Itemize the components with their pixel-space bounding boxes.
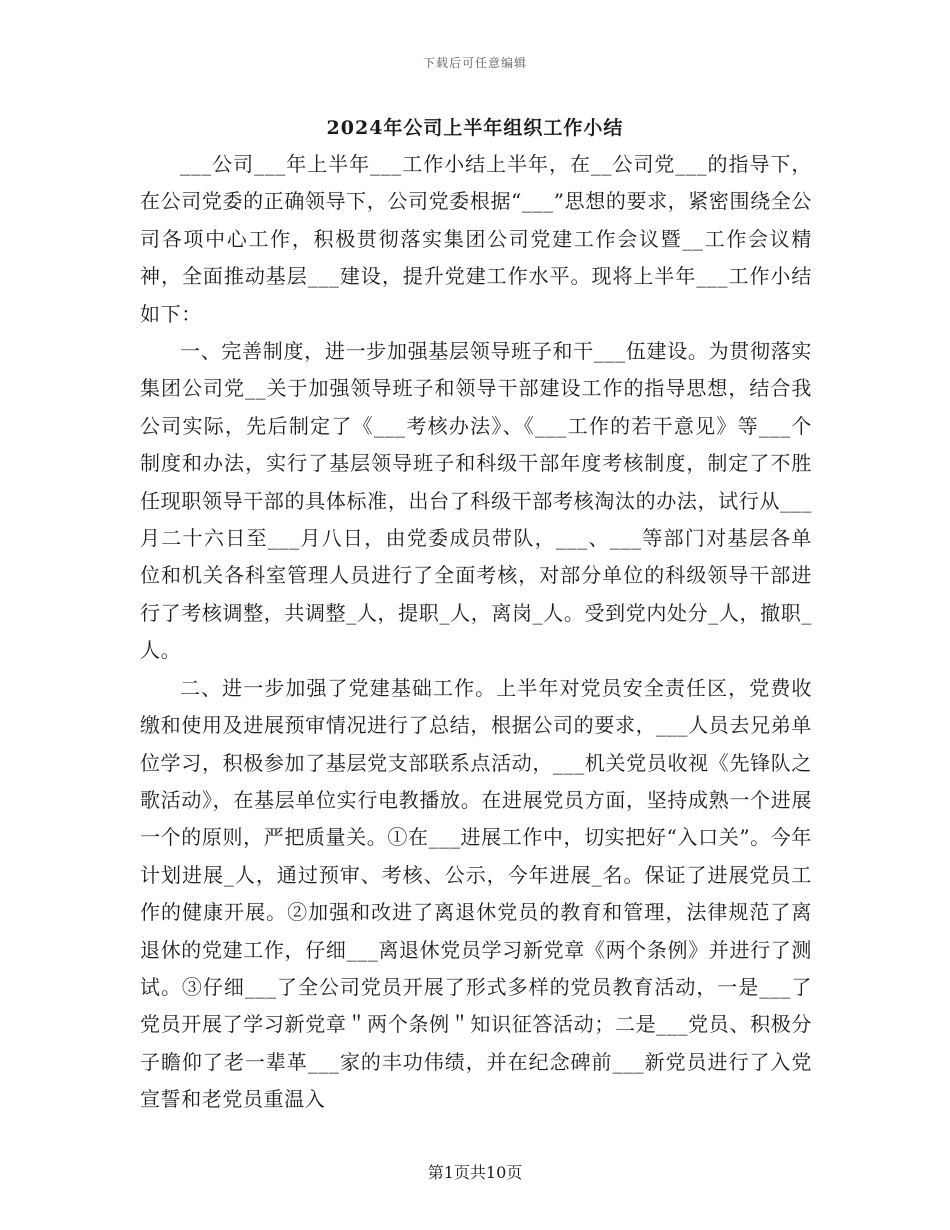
paragraph-section-2: 二、进一步加强了党建基础工作。上半年对党员安全责任区，党费收缴和使用及进展预审情况进行了总结，根据公司的要求，___人员去兄弟单位学习，积极参加了基层党支部联系点活动，___机关党员收视《先锋队之歌活动》，在基层单位实行电教播放。在进展党员方面，坚持成熟一个进展一个的原则，严把质量关。①在___进展工作中，切实把好“入口关”。今年计划进展_人，通过预审、考核、公示，今年进展_名。保证了进展党员工作的健康开展。②加强和改进了离退休党员的教育和管理，法律规范了离退休的党建工作，仔细___离退休党员学习新党章《两个条例》并进行了测试。③仔细___了全公司党员开展了形式多样的党员教育活动，一是___了党员开展了学习新党章＂两个条例＂知识征答活动；二是___党员、积极分子瞻仰了老一辈革___家的丰功伟绩，并在纪念碑前___新党员进行了入党宣誓和老党员重温入 [140,675,812,1112]
page-footer: 第1页共10页 [427,1163,523,1182]
paragraph-intro: ___公司___年上半年___工作小结上半年，在__公司党___的指导下，在公司党委的正确领导下，公司党委根据“___”思想的要求，紧密围绕全公司各项中心工作，积极贯彻落实集团公司党建工作会议暨__工作会议精神，全面推动基层___建设，提升党建工作水平。现将上半年___工作小结如下： [140,152,812,326]
paragraph-section-1: 一、完善制度，进一步加强基层领导班子和干___伍建设。为贯彻落实集团公司党__关于加强领导班子和领导干部建设工作的指导思想，结合我公司实际，先后制定了《___考核办法》、《___工作的若干意见》等___个制度和办法，实行了基层领导班子和科级干部年度考核制度，制定了不胜任现职领导干部的具体标准，出台了科级干部考核淘汰的办法，试行从___月二十六日至___月八日，由党委成员带队，___、___等部门对基层各单位和机关各科室管理人员进行了全面考核，对部分单位的科级领导干部进行了考核调整，共调整_人，提职_人，离岗_人。受到党内处分_人，撤职_人。 [140,339,812,663]
document-title: 2024年公司上半年组织工作小结 [326,117,624,139]
page-header: 下载后可任意编辑 [422,56,527,70]
document-body [140,146,812,1119]
